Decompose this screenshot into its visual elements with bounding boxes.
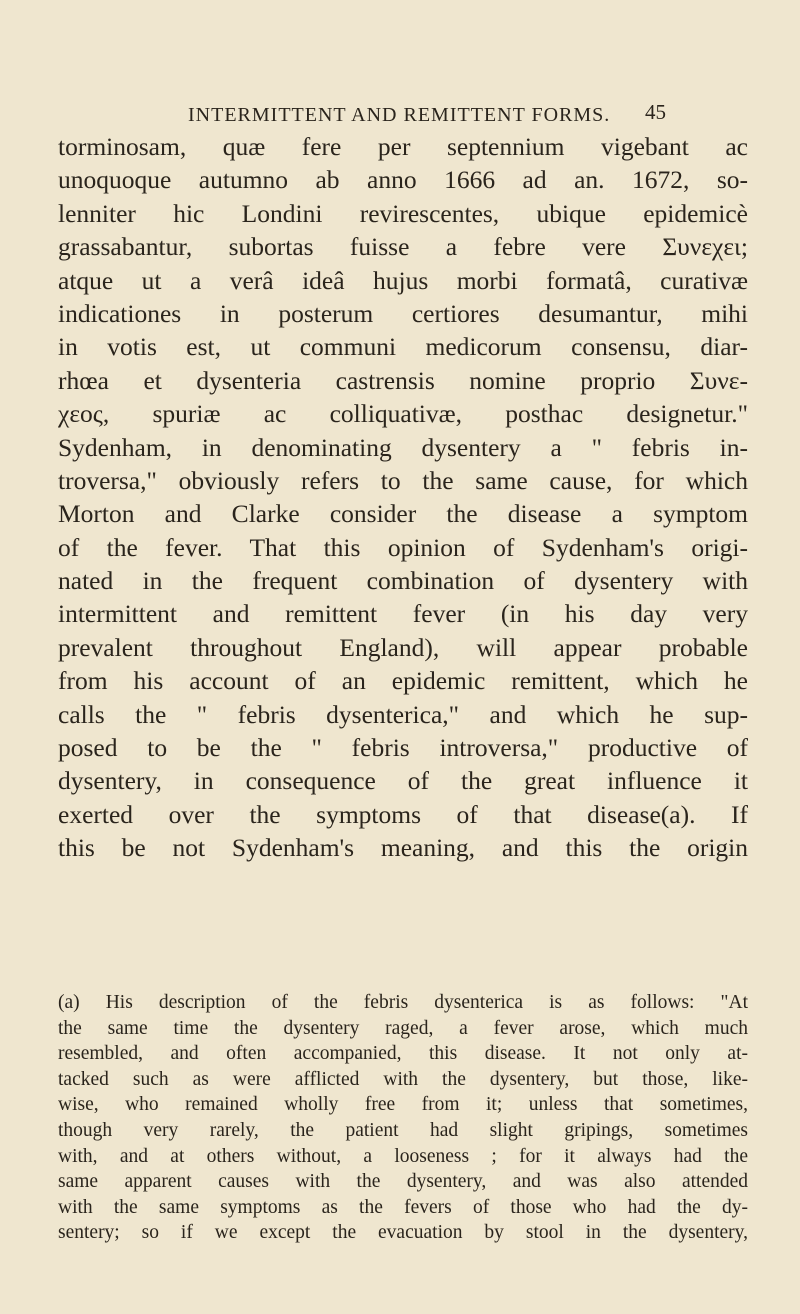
footnote: [58, 990, 748, 1246]
footnote-line: with the same symptoms as the fevers of those who had the dy-: [58, 1196, 748, 1218]
footnote-line: tacked such as were afflicted with the dysentery, but those, like-: [58, 1068, 748, 1090]
body-line: in votis est, ut communi medicorum consensu, diar-: [58, 332, 748, 362]
body-line: indicationes in posterum certiores desumantur, mihi: [58, 298, 748, 328]
footnote-line: wise, who remained wholly free from it; unless that sometimes,: [58, 1094, 748, 1116]
body-line: intermittent and remittent fever (in his day very: [58, 599, 748, 629]
body-line: rhœa et dysenteria castrensis nomine proprio Συνε-: [58, 365, 748, 395]
body-line: prevalent throughout England), will appear probable: [58, 632, 748, 662]
footnote-line: same apparent causes with the dysentery, and was also attended: [58, 1171, 748, 1193]
body-line: exerted over the symptoms of that disease(a). If: [58, 799, 748, 829]
body-line: unoquoque autumno ab anno 1666 ad an. 1672, so-: [58, 165, 748, 195]
footnote-line: sentery; so if we except the evacuation by stool in the dysentery,: [58, 1222, 748, 1244]
page-number: 45: [645, 100, 666, 124]
footnote-line: the same time the dysentery raged, a fever arose, which much: [58, 1017, 748, 1039]
body-line: χεος, spuriæ ac colliquativæ, posthac designetur.": [58, 399, 748, 429]
footnote-line: resembled, and often accompanied, this disease. It not only at-: [58, 1043, 748, 1065]
footnote-line: (a) His description of the febris dysenterica is as follows: "At: [58, 992, 748, 1013]
body-line: torminosam, quæ fere per septennium vigebant ac: [58, 132, 748, 161]
body-line: from his account of an epidemic remittent, which he: [58, 666, 748, 696]
body-line: Morton and Clarke consider the disease a symptom: [58, 499, 748, 529]
footnote-line: with, and at others without, a looseness ; for it always had the: [58, 1145, 748, 1167]
body-line: nated in the frequent combination of dysentery with: [58, 566, 748, 596]
body-text: [58, 130, 748, 865]
body-line: lenniter hic Londini revirescentes, ubique epidemicè: [58, 198, 748, 228]
body-line: this be not Sydenham's meaning, and this the origin: [58, 833, 748, 863]
body-line: grassabantur, subortas fuisse a febre vere Συνεχει;: [58, 232, 748, 262]
body-line: dysentery, in consequence of the great influence it: [58, 766, 748, 796]
body-line: Sydenham, in denominating dysentery a " febris in-: [58, 432, 748, 462]
body-line: posed to be the " febris introversa," productive of: [58, 733, 748, 763]
body-line: calls the " febris dysenterica," and which he sup-: [58, 699, 748, 729]
body-line: atque ut a verâ ideâ hujus morbi formatâ, curativæ: [58, 265, 748, 295]
running-title: INTERMITTENT AND REMITTENT FORMS.: [188, 104, 611, 126]
body-line: of the fever. That this opinion of Sydenham's origi-: [58, 532, 748, 562]
body-line: troversa," obviously refers to the same cause, for which: [58, 465, 748, 495]
footnote-line: though very rarely, the patient had slight gripings, sometimes: [58, 1119, 748, 1141]
